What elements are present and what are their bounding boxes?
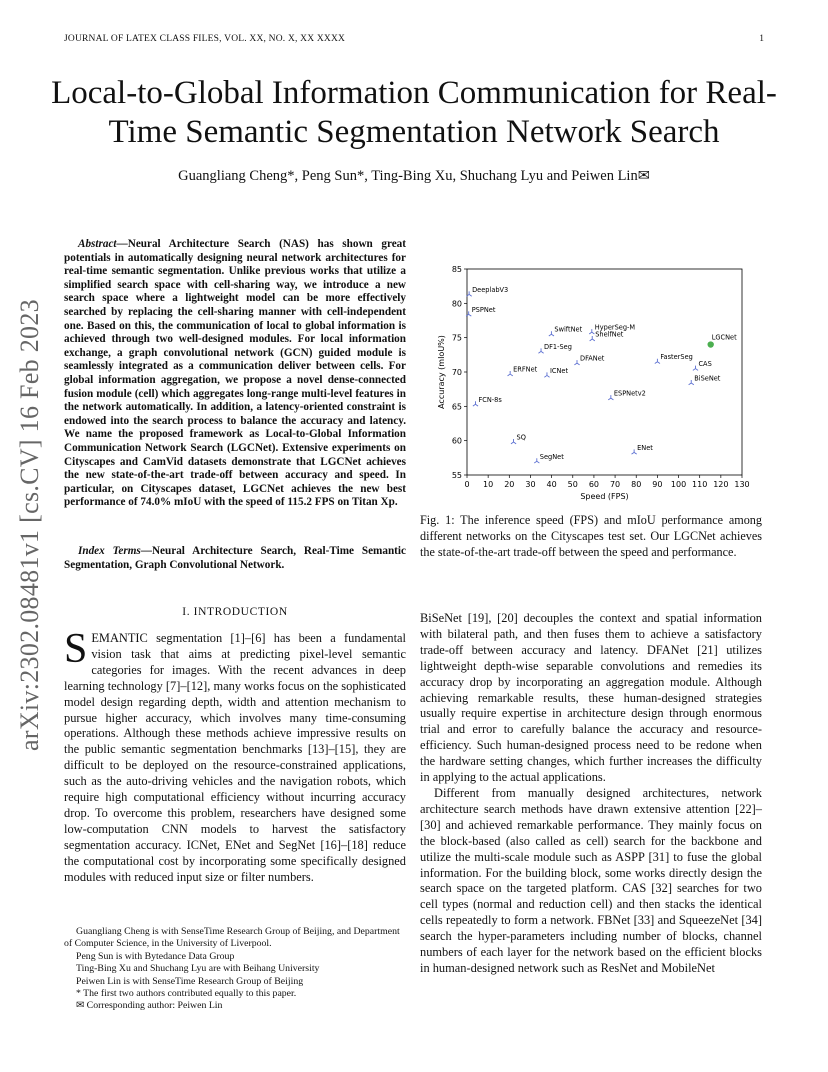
data-point-dfanet xyxy=(574,360,579,365)
point-label: FasterSeg xyxy=(660,353,693,362)
point-label: ESPNetv2 xyxy=(613,389,646,398)
footnote: Guangliang Cheng is with SenseTime Research Group of Beijing, and Department of Computer Science, in the University of Liverpool. xyxy=(64,926,400,950)
abstract-label: Abstract xyxy=(78,238,117,250)
intro-paragraph xyxy=(64,626,406,886)
x-tick-label: 50 xyxy=(567,480,578,489)
x-tick-label: 70 xyxy=(609,480,621,489)
paragraph: BiSeNet [19], [20] decouples the context and spatial information with bilateral path, and then fuses them to achieve a satisfactory trade-off between accuracy and latency. DFANet [21] utilizes lightweight depth-wise separable convolutions and remedies its accuracy drop by incorporating an aggregation module. Although achieving remarkable results, these human-designed strategies usually require expertise in architecture design through enormous trial and error to carefully balance the accuracy and resource-efficiency. Such human-designed process need to be redone when the hardware setting changes, which further increases the difficulty in applying to the actual applications. xyxy=(420,611,762,785)
point-label: CAS xyxy=(698,360,712,369)
point-label: HyperSeg-M xyxy=(594,323,636,332)
point-label: SQ xyxy=(516,433,526,442)
footnotes xyxy=(64,926,406,1013)
index-terms-label: Index Terms xyxy=(78,545,141,557)
point-label: DFANet xyxy=(580,354,605,363)
running-header: JOURNAL OF LATEX CLASS FILES, VOL. XX, NO. X, XX XXXX xyxy=(64,34,346,44)
point-label: ShelfNet xyxy=(595,330,624,339)
page-number: 1 xyxy=(759,34,764,44)
y-tick-label: 65 xyxy=(451,402,462,412)
point-label: ERFNet xyxy=(513,365,538,374)
x-tick-label: 90 xyxy=(652,480,663,489)
x-tick-label: 100 xyxy=(670,480,687,489)
arxiv-id: arXiv:2302.08481v1 [cs.CV] 16 Feb 2023 xyxy=(15,299,44,751)
data-point-erfnet xyxy=(508,371,513,376)
data-point-bisenet xyxy=(689,380,694,385)
scatter-plot xyxy=(420,258,760,506)
index-terms xyxy=(64,545,406,572)
point-label: PSPNet xyxy=(471,305,496,314)
point-label: BiSeNet xyxy=(694,374,721,383)
point-label: DF1-Seg xyxy=(544,342,572,351)
y-tick-label: 55 xyxy=(451,471,462,480)
x-tick-label: 10 xyxy=(483,480,494,489)
plot-frame xyxy=(467,269,742,475)
x-tick-label: 80 xyxy=(631,480,642,489)
section-heading: I. INTRODUCTION xyxy=(182,606,288,618)
point-label: SegNet xyxy=(539,452,564,461)
drop-cap: S xyxy=(64,626,88,672)
index-terms-text: —Neural Architecture Search, Real-Time Semantic Segmentation, Graph Convolutional Network. xyxy=(64,545,406,571)
x-tick-label: 30 xyxy=(525,480,536,489)
abstract xyxy=(64,238,406,510)
x-tick-label: 20 xyxy=(504,480,515,489)
footnote: Peng Sun is with Bytedance Data Group xyxy=(76,950,235,962)
data-point-fcn-8s xyxy=(473,401,478,406)
data-point-sq xyxy=(511,439,516,444)
paragraph: Different from manually designed architectures, network architecture search methods have drawn extensive attention [22]–[30] and achieved remarkable performance. They mainly focus on the block-based (also called as cell) search for the backbone and utilize the multi-scale module such as ASPP [31] to fuse the global information. For the building block, some works directly design the search space on the targeted platform. CAS [32] searches for two cell types (normal and reduction cell) and then stacks the identical cells repeatedly to form a network. FBNet [33] and SqueezeNet [34] search the hyper-parameters including number of blocks, channel numbers of each layer for the network based on the efficient blocks in human-designed network such as ResNet and MobileNet xyxy=(420,785,762,975)
x-tick-label: 110 xyxy=(692,480,708,489)
x-tick-label: 0 xyxy=(464,480,470,489)
arxiv-stamp xyxy=(10,285,50,765)
point-label: SwiftNet xyxy=(554,325,583,334)
data-point-cas xyxy=(693,366,698,371)
abstract-text: —Neural Architecture Search (NAS) has shown great potentials in automatically designing neural network architectures for real-time semantic segmentation. Unlike previous works that utilize a simplified search space with cell-sharing way, we introduce a new search space where a lightweight model can be more effectively searched by replacing the cell-sharing manner with cell-independent one. Based on this, the communication of local to global information is achieved through two well-designed modules. For local information exchange, a graph convolutional network (GCN) guided module is seamlessly integrated as a communication deliver between cells. For global information aggregation, we propose a novel dense-connected fusion module (cell) which aggregates long-range multi-level features in the network automatically. In addition, a latency-oriented constraint is endowed into the search process to balance the accuracy and latency. We name the proposed framework as Local-to-Global Information Communication Network Search (LGCNet). Extensive experiments on Cityscapes and CamVid datasets demonstrate that LGCNet achieves the new state-of-the-art trade-off between accuracy and speed. In particular, on Cityscapes dataset, LGCNet achieves the new best performance of 74.0% mIoU with the speed of 115.2 FPS on Titan Xp. xyxy=(64,238,406,509)
data-point-espnetv2 xyxy=(608,395,613,400)
data-point-hyperseg-m xyxy=(589,329,594,334)
y-axis-label: Accuracy (mIoU%) xyxy=(437,335,446,409)
figure-1-chart xyxy=(420,258,760,511)
point-label: ICNet xyxy=(549,366,569,375)
data-point-fasterseg xyxy=(655,359,660,364)
paper-title: Local-to-Global Information Communication for Real-Time Semantic Segmentation Network Search xyxy=(51,75,777,150)
point-label: FCN-8s xyxy=(478,395,502,404)
footnote: * The first two authors contributed equally to this paper. xyxy=(76,988,297,1000)
footnote: Ting-Bing Xu and Shuchang Lyu are with Beihang University xyxy=(76,963,320,975)
data-point-enet xyxy=(632,449,637,454)
x-tick-label: 120 xyxy=(713,480,729,489)
y-tick-label: 70 xyxy=(451,368,462,377)
x-tick-label: 60 xyxy=(588,480,600,489)
y-tick-label: 80 xyxy=(451,299,462,309)
data-point-swiftnet xyxy=(549,331,554,336)
y-tick-label: 85 xyxy=(451,265,462,274)
data-point-shelfnet xyxy=(590,336,595,341)
point-label: ENet xyxy=(637,443,653,452)
footnote: ✉ Corresponding author: Peiwen Lin xyxy=(76,1000,223,1012)
point-label: LGCNet xyxy=(711,333,737,342)
data-point-df1-seg xyxy=(538,348,543,353)
y-tick-label: 60 xyxy=(451,436,462,446)
y-tick-label: 75 xyxy=(451,333,462,343)
data-point-lgcnet xyxy=(707,341,713,347)
footnote: Peiwen Lin is with SenseTime Research Group of Beijing xyxy=(76,975,304,987)
author-list: Guangliang Cheng*, Peng Sun*, Ting-Bing Xu, Shuchang Lyu and Peiwen Lin✉ xyxy=(178,168,650,184)
right-column xyxy=(420,611,762,977)
intro-text: EMANTIC segmentation [1]–[6] has been a fundamental vision task that aims at predicting pixel-level semantic categories for images. With the recent advances in deep learning technology [7]–[12], many works focus on the sophisticated model design regarding depth, width and attention mechanism to pursue higher accuracy, which involves many time-consuming operations. Although these methods achieve impressive results on the public semantic segmentation benchmarks [13]–[15], they are difficult to be deployed on the resource-constrained applications, such as the auto-driving vehicles and the navigation robots, which require high computational efficiency without incurring accuracy drop. To overcome this problem, researchers have designed some low-computation CNN models to harvest the satisfactory segmentation accuracy. ICNet, ENet and SegNet [16]–[18] reduce the computational cost by incorporating some specifically designed modules with reduced input size or filter numbers. xyxy=(64,631,406,884)
x-tick-label: 130 xyxy=(734,480,750,489)
point-label: DeeplabV3 xyxy=(472,285,509,294)
data-point-icnet xyxy=(544,372,549,377)
x-axis-label: Speed (FPS) xyxy=(580,492,629,501)
figure-caption: Fig. 1: The inference speed (FPS) and mIoU performance among different networks on the Cityscapes test set. Our LGCNet achieves the state-of-the-art trade-off between the speed and performance. xyxy=(420,513,762,559)
data-point-segnet xyxy=(534,458,539,463)
x-tick-label: 40 xyxy=(546,480,557,489)
